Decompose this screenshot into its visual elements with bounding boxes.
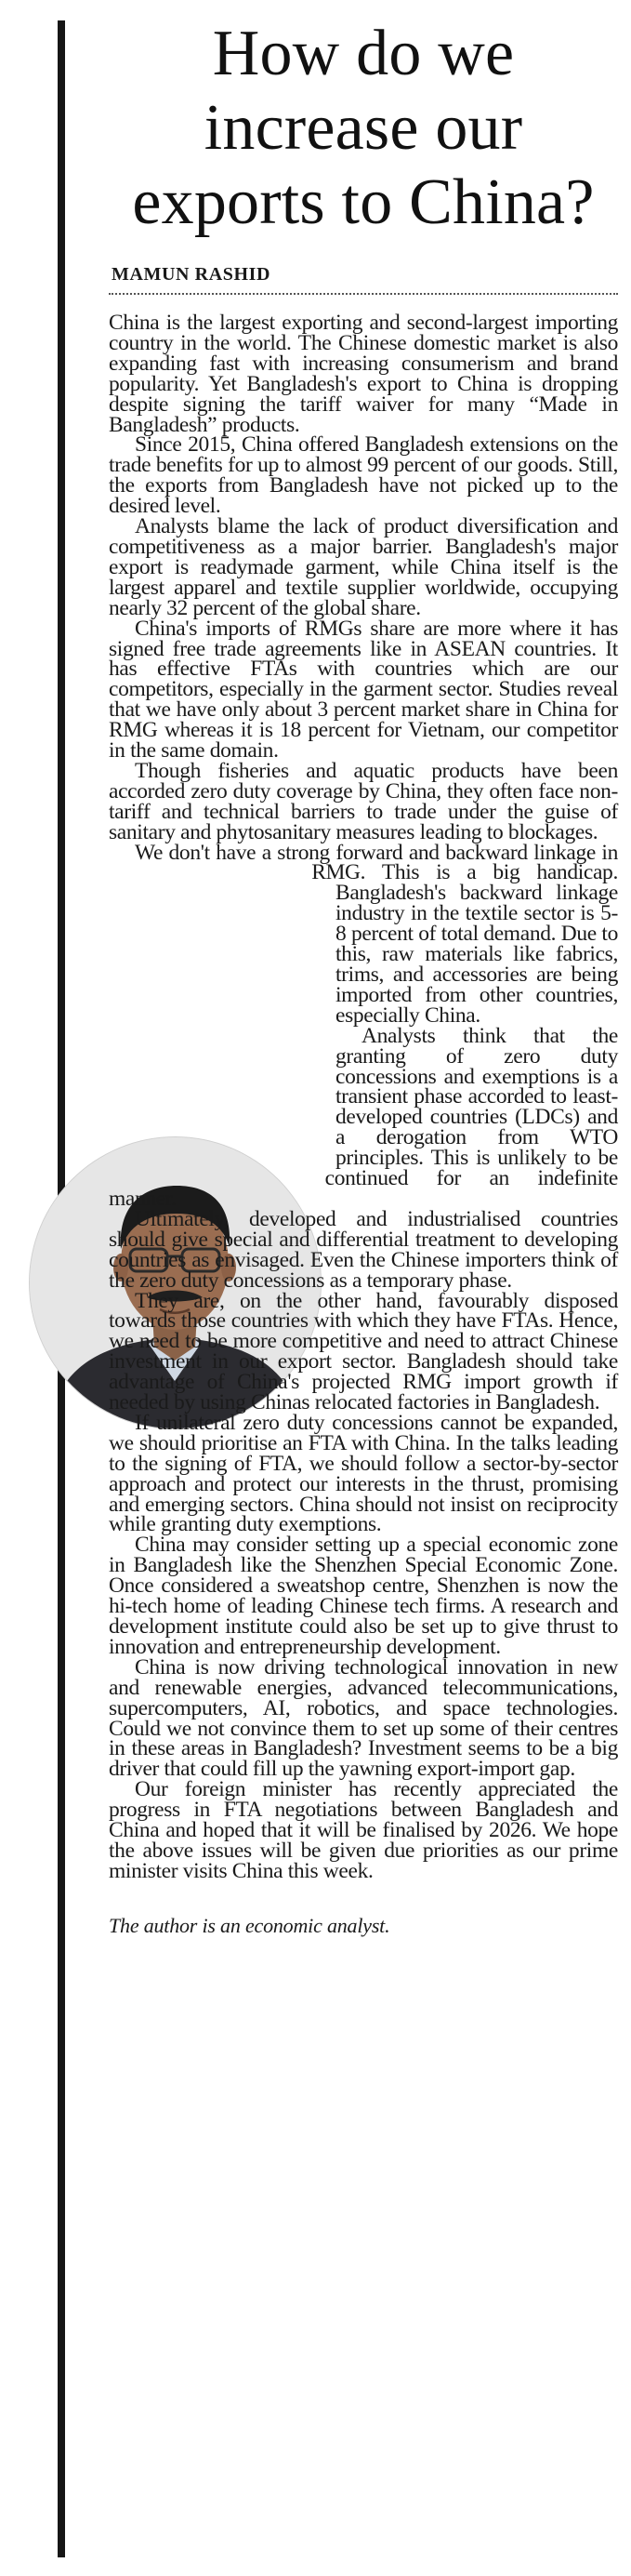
paragraph: China is the largest exporting and second-largest importing country in the world. The Chinese domestic market is also expanding fast with increasing consumerism and brand popularity. Yet Bangladesh's export to China is dropping despite signing the tariff waiver for many “Made in Bangladesh” products.	[109, 311, 618, 437]
paragraph: Analysts think that the granting of zero duty concessions and exemptions is a transient phase accorded to least-developed countries (LDCs) and a derogation from WTO principles. This is unlikely to be continued for an indefinite manner.	[109, 1023, 618, 1211]
paragraph: China is now driving technological innovation in new and renewable energies, advanced telecommunications, supercomputers, AI, robotics, and space technologies. Could we not convince them to set up some of their centres in these areas in Bangladesh? Investment seems to be a big driver that could fill up the yawning export-import gap.	[109, 1654, 618, 1782]
byline: MAMUN RASHID	[112, 264, 271, 285]
paragraph: China may consider setting up a special economic zone in Bangladesh like the Shenzhen Special Economic Zone. Once considered a sweatshop centre, Shenzhen is now the hi-tech home of leading Chinese tech firms. A research and development institute could also be set up to give thrust to innovation and entrepreneurship development.	[109, 1533, 618, 1659]
paragraph: Since 2015, China offered Bangladesh extensions on the trade benefits for up to almost 99 percent of our goods. Still, the exports from Bangladesh have not picked up to the desired level.	[109, 432, 618, 519]
paragraph: Our foreign minister has recently appreciated the progress in FTA negotiations between Bangladesh and China and hoped that it will be finalised by 2026. We hope the above issues will be given due priorities as our prime minister visits China this week.	[109, 1777, 618, 1883]
article	[109, 17, 618, 1938]
paragraph: China's imports of RMGs share are more where it has signed free trade agreements like in ASEAN countries. It has effective FTAs with countries which are our competitors, especially in the garment sector. Studies reveal that we have only about 3 percent market share in China for RMG whereas it is 18 percent for Vietnam, our competitor in the same domain.	[109, 616, 618, 764]
paragraph: Though fisheries and aquatic products have been accorded zero duty coverage by China, they often face non-tariff and technical barriers to trade under the guise of sanitary and phytosanitary measures leading to blockages.	[109, 758, 618, 844]
paragraph: If unilateral zero duty concessions cannot be expanded, we should prioritise an FTA with China. In the talks leading to the signing of FTA, we should follow a sector-by-sector approach and protect our interests in the thrust, promising and emerging sectors. China should not insist on reciprocity while granting duty exemptions.	[109, 1410, 618, 1537]
byline-divider	[109, 293, 618, 295]
headline: How do we increase our exports to China?	[132, 18, 595, 238]
article-body	[109, 313, 618, 1882]
paragraph: We don't have a strong forward and backward linkage in RMG. This is a big handicap. Bangladesh's backward linkage industry in the textile sector is 5-8 percent of total demand. Due to this, raw materials like fabrics, trims, and accessories are being imported from other countries, especially China.	[135, 840, 618, 1028]
paragraph: Ultimately, developed and industrialised countries should give special and differential treatment to developing countries as envisaged. Even the Chinese importers think of the zero duty concessions as a temporary phase.	[109, 1206, 618, 1293]
author-note: The author is an economic analyst.	[109, 1913, 390, 1937]
paragraph: They are, on the other hand, favourably disposed towards those countries with which they have FTAs. Hence, we need to be more competitive and need to attract Chinese investment in our export sector. Bangladesh should take advantage of China's projected RMG import growth if needed by using Chinas relocated factories in Bangladesh.	[109, 1288, 618, 1415]
paragraph: Analysts blame the lack of product diversification and competitiveness as a major barrier. Bangladesh's major export is readymade garment, while China itself is the largest apparel and textile supplier worldwide, occupying nearly 32 percent of the global share.	[109, 514, 618, 620]
